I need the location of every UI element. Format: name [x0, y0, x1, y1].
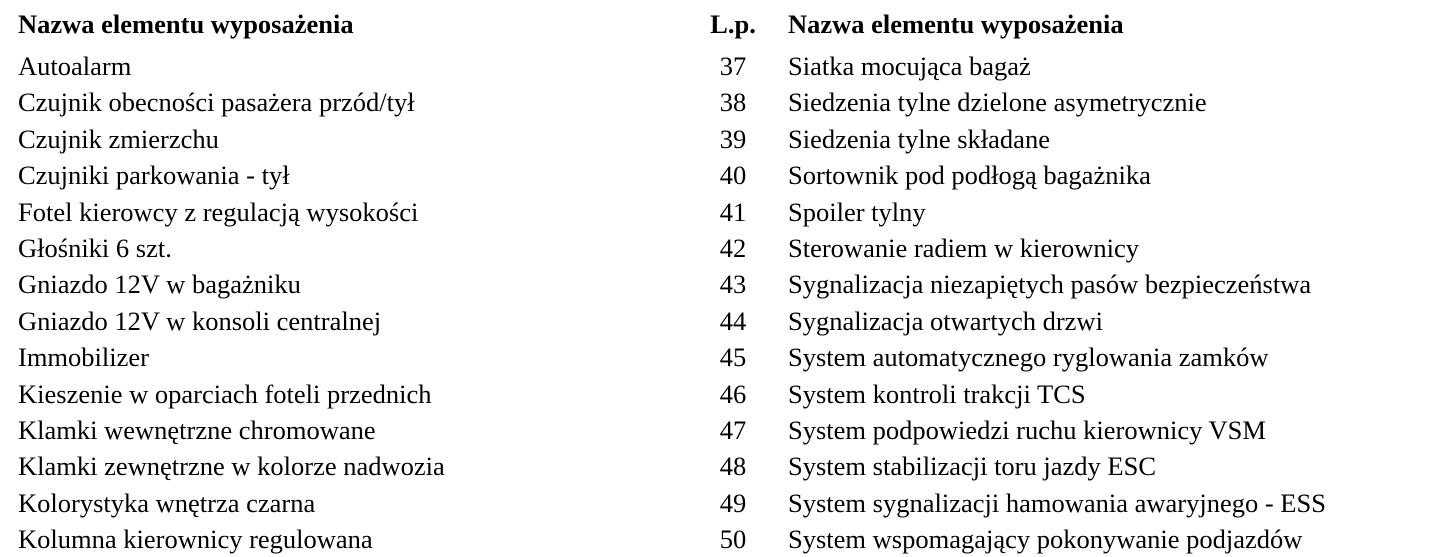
right-item-number: 37: [719, 51, 747, 81]
right-item-number: 48: [719, 451, 747, 482]
left-item-name: Głośniki 6 szt.: [18, 233, 172, 263]
right-item-number: 38: [719, 87, 747, 118]
table-row: [0, 121, 1440, 157]
right-item-name: Siatka mocująca bagaż: [788, 51, 1031, 81]
left-item-name: Czujniki parkowania - tył: [18, 160, 290, 191]
table-row: [0, 84, 1440, 120]
right-item-number: 46: [719, 378, 747, 409]
table-row: [0, 230, 1440, 266]
left-item-name: Fotel kierowcy z regulacją wysokości: [18, 196, 419, 227]
table-header-row: [0, 6, 1440, 42]
left-item-name: Autoalarm: [18, 51, 132, 81]
right-item-name: Sygnalizacja otwartych drzwi: [788, 305, 1103, 336]
left-item-name: Kieszenie w oparciach foteli przednich: [18, 378, 432, 409]
right-item-number: 43: [719, 269, 747, 300]
header-right-name: Nazwa elementu wyposażenia: [788, 9, 1124, 39]
table-row: [0, 485, 1440, 521]
right-item-number: 49: [719, 487, 747, 518]
right-item-name: Spoiler tylny: [788, 196, 926, 227]
right-item-name: Sortownik pod podłogą bagażnika: [788, 160, 1151, 191]
right-item-name: System podpowiedzi ruchu kierownicy VSM: [788, 415, 1266, 445]
right-item-number: 45: [719, 342, 747, 373]
left-item-name: Immobilizer: [18, 342, 149, 373]
left-item-name: Czujnik zmierzchu: [18, 123, 219, 154]
table-row: [0, 194, 1440, 230]
table-row: [0, 412, 1440, 448]
right-item-number: 42: [719, 233, 747, 263]
left-item-name: Kolorystyka wnętrza czarna: [18, 487, 316, 518]
right-item-name: System stabilizacji toru jazdy ESC: [788, 451, 1156, 482]
right-item-name: Sterowanie radiem w kierownicy: [788, 233, 1140, 263]
right-item-number: 41: [719, 196, 747, 227]
header-right-lp: L.p.: [710, 9, 756, 39]
right-item-number: 39: [719, 123, 747, 154]
right-item-number: 47: [719, 415, 747, 445]
table-row: [0, 303, 1440, 339]
left-item-name: Kolumna kierownicy regulowana: [18, 524, 373, 555]
right-item-name: System kontroli trakcji TCS: [788, 378, 1086, 409]
left-item-name: Klamki zewnętrzne w kolorze nadwozia: [18, 451, 445, 482]
right-item-name: System sygnalizacji hamowania awaryjnego - ESS: [788, 487, 1326, 518]
right-item-number: 40: [719, 160, 747, 191]
right-item-name: System wspomagający pokonywanie podjazdów: [788, 524, 1303, 555]
right-item-number: 44: [719, 305, 747, 336]
right-item-number: 50: [719, 524, 747, 555]
left-item-name: Czujnik obecności pasażera przód/tył: [18, 87, 415, 118]
right-item-name: Sygnalizacja niezapiętych pasów bezpieczeństwa: [788, 269, 1312, 300]
left-item-name: Klamki wewnętrzne chromowane: [18, 415, 376, 445]
table-row: [0, 339, 1440, 375]
table-row: [0, 48, 1440, 84]
table-row: [0, 521, 1440, 557]
left-item-name: Gniazdo 12V w konsoli centralnej: [18, 305, 382, 336]
table-row: [0, 448, 1440, 484]
left-item-name: Gniazdo 12V w bagażniku: [18, 269, 301, 300]
table-row: [0, 266, 1440, 302]
right-item-name: System automatycznego ryglowania zamków: [788, 342, 1269, 373]
right-item-name: Siedzenia tylne składane: [788, 123, 1050, 154]
table-row: [0, 157, 1440, 193]
right-item-name: Siedzenia tylne dzielone asymetrycznie: [788, 87, 1207, 118]
header-left-name: Nazwa elementu wyposażenia: [18, 9, 354, 39]
table-row: [0, 376, 1440, 412]
